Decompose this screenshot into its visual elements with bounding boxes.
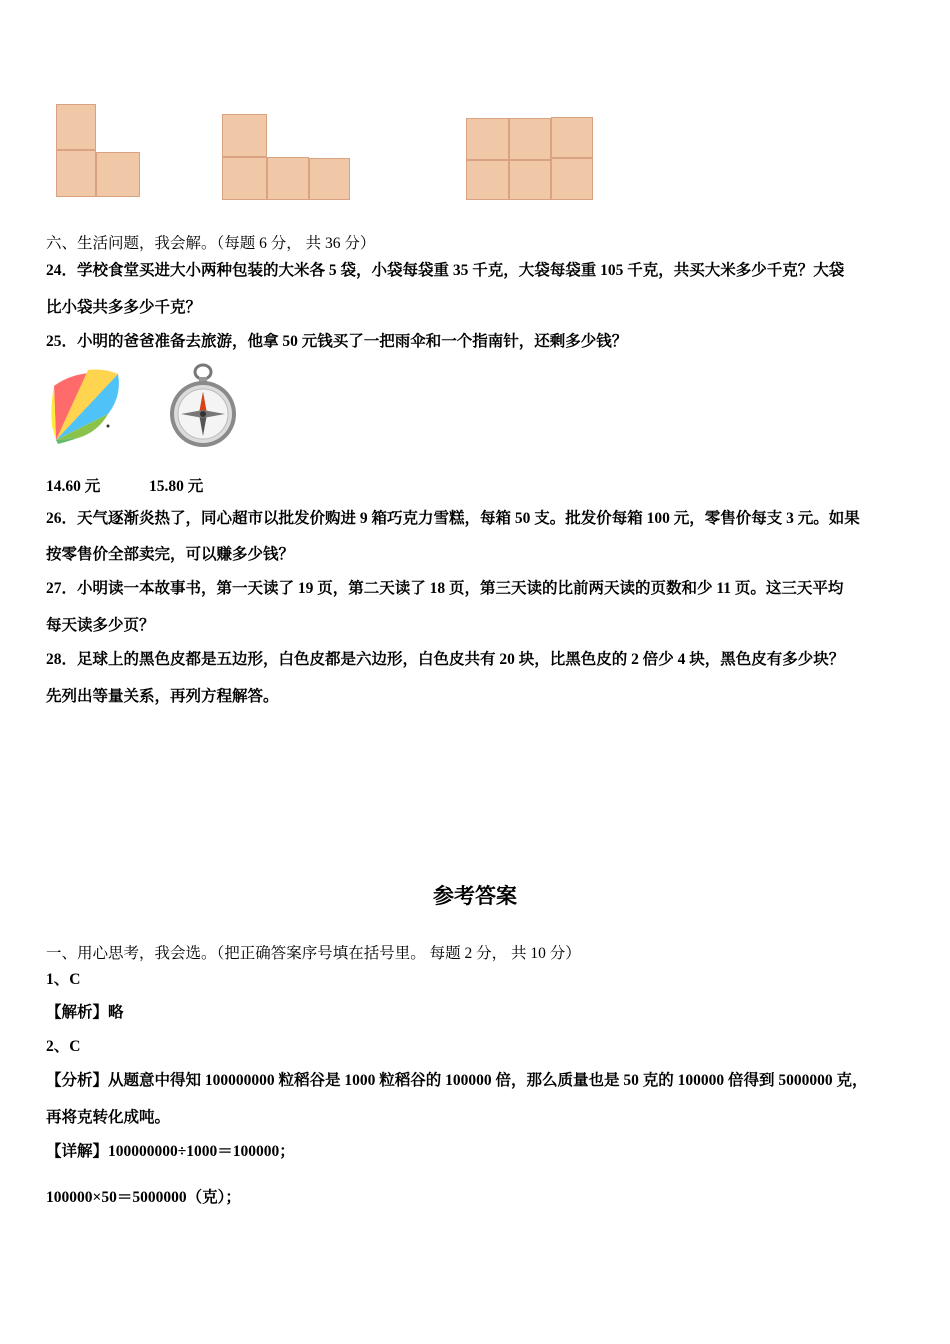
answer-2-step2: 100000×50＝5000000（克）； (46, 1189, 241, 1206)
umbrella-icon (48, 366, 124, 446)
answer-2-analysis-line1: 【分析】从题意中得知 100000000 粒稻谷是 1000 粒稻谷的 100000 倍，那么质量也是 50 克的 100000 倍得到 5000000 克， (46, 1072, 868, 1089)
compass-price: 15.80 元 (149, 478, 204, 495)
figure-3 (466, 117, 594, 201)
block-square (551, 117, 593, 158)
question-27-line1: 27．小明读一本故事书，第一天读了 19 页，第二天读了 18 页，第三天读的比前两天读的页数和少 11 页。这三天平均 (46, 580, 844, 597)
answer-2-analysis-line2: 再将克转化成吨。 (46, 1109, 171, 1126)
question-24-line2: 比小袋共多多少千克？ (46, 299, 202, 316)
figure-1 (56, 104, 142, 198)
question-24-line1: 24．学校食堂买进大小两种包装的大米各 5 袋，小袋每袋重 35 千克，大袋每袋重 105 千克，共买大米多少千克？大袋 (46, 262, 845, 279)
compass-icon (168, 362, 238, 450)
block-square (551, 158, 593, 200)
question-26-line2: 按零售价全部卖完，可以赚多少钱？ (46, 546, 295, 563)
answer-1: 1、C (46, 971, 81, 988)
block-square (56, 104, 96, 150)
question-25-line1: 25．小明的爸爸准备去旅游，他拿 50 元钱买了一把雨伞和一个指南针，还剩多少钱？ (46, 333, 628, 350)
answers-title: 参考答案 (433, 884, 517, 908)
block-square (222, 114, 267, 157)
answer-2: 2、C (46, 1038, 81, 1055)
block-square (267, 157, 309, 200)
block-square (466, 160, 509, 200)
question-27-line2: 每天读多少页？ (46, 617, 155, 634)
block-square (309, 158, 350, 200)
question-26-line1: 26．天气逐渐炎热了，同心超市以批发价购进 9 箱巧克力雪糕，每箱 50 支。批发价每箱 100 元，零售价每支 3 元。如果 (46, 510, 860, 527)
umbrella-price: 14.60 元 (46, 478, 101, 495)
block-square (509, 118, 551, 160)
answer-2-detail: 【详解】100000000÷1000＝100000； (46, 1143, 295, 1160)
block-square (222, 157, 267, 200)
figure-2 (222, 114, 352, 200)
block-square (466, 118, 509, 160)
answers-section-heading: 一、用心思考，我会选。（把正确答案序号填在括号里。 每题 2 分， 共 10 分） (46, 945, 581, 962)
answer-1-analysis: 【解析】略 (46, 1004, 124, 1021)
block-square (56, 150, 96, 197)
question-28-line2: 先列出等量关系，再列方程解答。 (46, 688, 279, 705)
block-square (509, 160, 551, 200)
section-heading: 六、生活问题，我会解。（每题 6 分， 共 36 分） (46, 235, 376, 252)
question-28-line1: 28．足球上的黑色皮都是五边形，白色皮都是六边形，白色皮共有 20 块，比黑色皮的 2 倍少 4 块，黑色皮有多少块？ (46, 651, 845, 668)
block-square (96, 152, 140, 197)
